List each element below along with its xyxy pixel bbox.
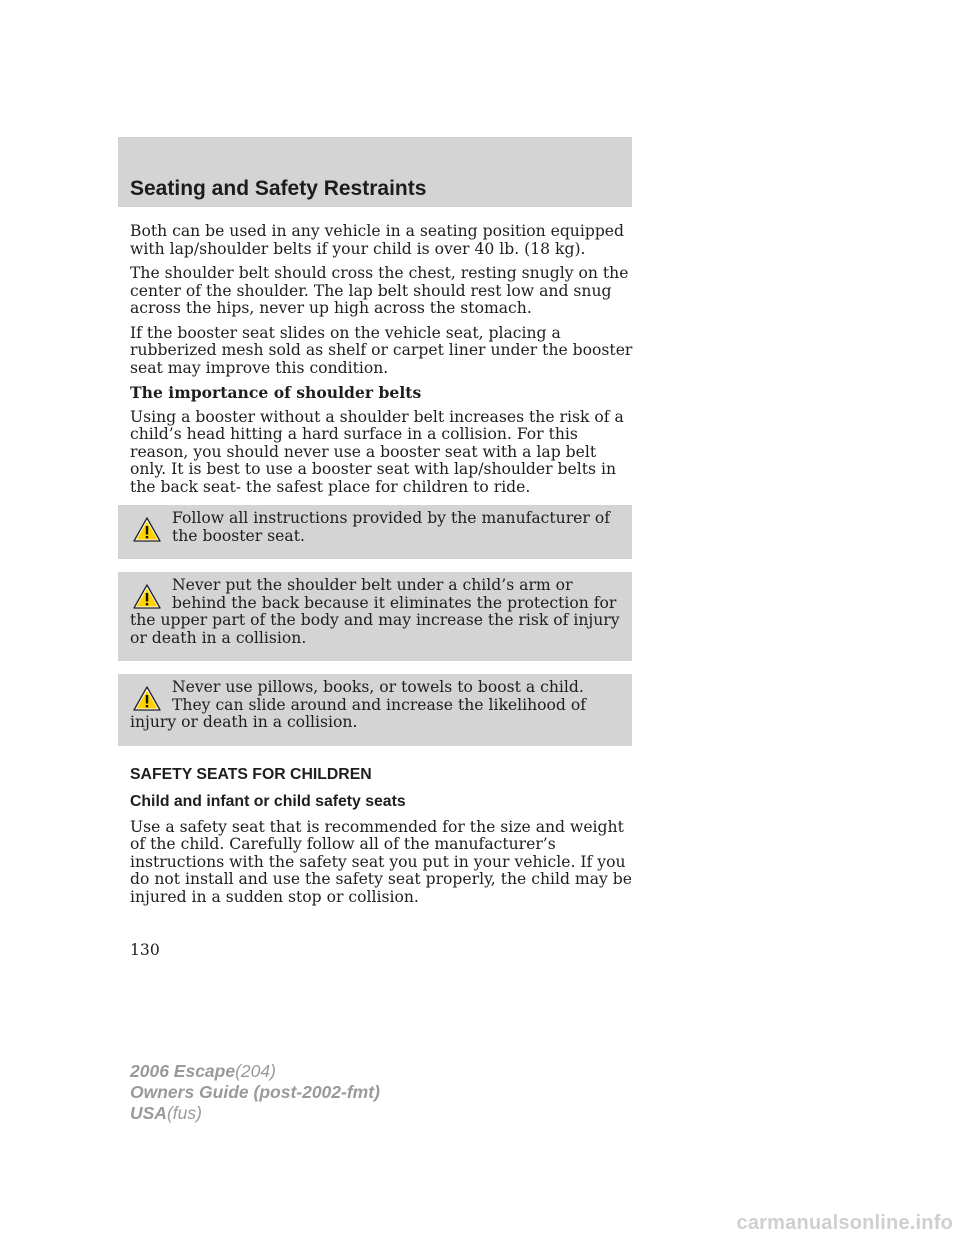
site-watermark: carmanualsonline.info [736, 1212, 953, 1234]
section-heading: SAFETY SEATS FOR CHILDREN [130, 765, 372, 783]
warning-triangle-icon [132, 583, 162, 610]
footer-model: 2006 Escape [130, 1061, 236, 1081]
body-content [130, 223, 636, 913]
paragraph-booster-usage: Both can be used in any vehicle in a seating position equipped with lap/shoulder belts if your child is over 40 lb. (18 kg). [130, 222, 625, 258]
section-header-band [118, 137, 632, 207]
warning-triangle-icon [132, 516, 162, 543]
footer-region: USA [130, 1103, 167, 1123]
warning-box [118, 505, 632, 559]
section-title: Seating and Safety Restraints [130, 177, 427, 200]
document-footer [130, 1061, 380, 1124]
page-number: 130 [130, 941, 160, 959]
warning-text: Never put the shoulder belt under a child’s arm or behind the back because it eliminates the protection for the upper part of the body and may increase the risk of injury or death in a collision. [130, 576, 620, 647]
warning-box [118, 674, 632, 746]
warning-triangle-icon [132, 685, 162, 712]
subsection-heading: Child and infant or child safety seats [130, 793, 406, 810]
paragraph-booster-slides: If the booster seat slides on the vehicle seat, placing a rubberized mesh sold as shelf or carpet liner under the booster seat may improve this condition. [130, 323, 633, 377]
warning-text: Follow all instructions provided by the manufacturer of the booster seat. [172, 509, 610, 545]
footer-region-code: (fus) [166, 1103, 202, 1123]
paragraph-shoulder-belt-importance: Using a booster without a shoulder belt increases the risk of a child’s head hitting a hard surface in a collision. For this reason, you should never use a booster seat with a lap belt only. It is best to use a booster seat with lap/shoulder belts in the back seat- the safest place for children to ride. [130, 407, 624, 496]
warning-text: Never use pillows, books, or towels to boost a child. They can slide around and increase the likelihood of injury or death in a collision. [130, 678, 587, 731]
footer-guide: Owners Guide (post-2002-fmt) [130, 1082, 380, 1102]
footer-model-code: (204) [235, 1061, 276, 1081]
warning-box [118, 572, 632, 661]
subheading-shoulder-belts: The importance of shoulder belts [130, 383, 422, 402]
paragraph-belt-position: The shoulder belt should cross the chest, resting snugly on the center of the shoulder. The lap belt should rest low and snug across the hips, never up high across the stomach. [130, 264, 629, 317]
paragraph-safety-seat-use: Use a safety seat that is recommended for the size and weight of the child. Carefully follow all of the manufacturer’s instructions with the safety seat you put in your vehicle. If you do not install and use the safety seat properly, the child may be injured in a sudden stop or collision. [130, 817, 632, 906]
